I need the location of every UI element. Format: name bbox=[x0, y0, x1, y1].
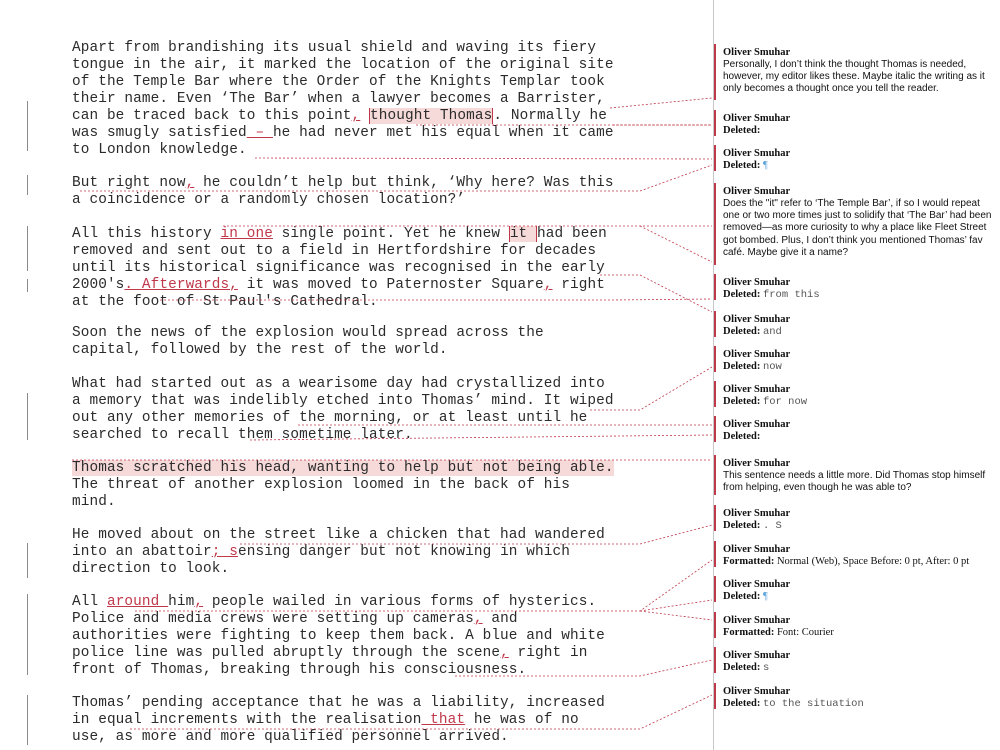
text-run: and bbox=[482, 611, 518, 627]
text-run: But right now bbox=[72, 175, 186, 191]
text-run: All bbox=[72, 594, 107, 610]
tracked-insertion: ; s bbox=[211, 544, 238, 560]
comment-balloon[interactable] bbox=[723, 47, 995, 96]
text-run: out any other memories of the morning, or at least until he bbox=[72, 410, 588, 426]
balloon-author: Oliver Smuhar bbox=[723, 186, 791, 197]
text-run: All this history bbox=[72, 226, 221, 242]
text-run: their name. Even ‘The Bar’ when a lawyer becomes a Barrister, bbox=[72, 91, 605, 107]
formatting-balloon[interactable] bbox=[723, 544, 995, 568]
change-type-label: Formatted: bbox=[723, 627, 775, 638]
text-run: front of Thomas, breaking through his consciousness. bbox=[72, 662, 527, 678]
deletion-balloon[interactable] bbox=[723, 579, 995, 603]
text-run: to London knowledge. bbox=[72, 142, 247, 158]
tracked-insertion: , bbox=[500, 645, 509, 661]
change-type-label: Deleted: bbox=[723, 125, 761, 136]
deletion-balloon[interactable] bbox=[723, 686, 995, 710]
deleted-text: s bbox=[762, 662, 770, 674]
deletion-balloon[interactable] bbox=[723, 113, 995, 137]
balloon-author: Oliver Smuhar bbox=[723, 113, 791, 124]
text-run: right in bbox=[508, 645, 588, 661]
balloon-author: Oliver Smuhar bbox=[723, 508, 791, 519]
deleted-text: for now bbox=[762, 396, 808, 408]
deleted-text: now bbox=[762, 361, 782, 373]
balloon-accent-bar bbox=[714, 44, 716, 100]
leader-line bbox=[590, 367, 712, 410]
commented-text: thought Thomas bbox=[370, 108, 493, 124]
comment-text: Personally, I don’t think the thought Thomas is needed, however, my editor likes these. Maybe italic the writing as it only becomes a thought once you tell the reader. bbox=[723, 59, 985, 95]
text-run: The threat of another explosion loomed in the back of his bbox=[72, 477, 570, 493]
tracked-insertion: , bbox=[185, 175, 195, 191]
text-run: he couldn’t help but think, ‘Why here? Was this bbox=[194, 175, 614, 191]
balloon-accent-bar bbox=[714, 683, 716, 709]
text-run: capital, followed by the rest of the world. bbox=[72, 342, 448, 358]
balloon-accent-bar bbox=[714, 381, 716, 407]
balloon-author: Oliver Smuhar bbox=[723, 650, 791, 661]
text-run: authorities were fighting to keep them back. A blue and white bbox=[72, 628, 605, 644]
text-run: mind. bbox=[72, 494, 116, 510]
tracked-insertion: , bbox=[351, 108, 361, 124]
text-run: Apart from brandishing its usual shield and waving its fiery bbox=[72, 40, 597, 56]
change-type-label: Deleted: bbox=[723, 326, 761, 337]
text-run: he was of no bbox=[465, 712, 579, 728]
change-type-label: Deleted: bbox=[723, 520, 761, 531]
text-run: tongue in the air, it marked the location of the original site bbox=[72, 57, 614, 73]
balloon-accent-bar bbox=[714, 145, 716, 171]
text-run: people wailed in various forms of hysterics. bbox=[203, 594, 597, 610]
text-run: right bbox=[552, 277, 605, 293]
balloon-accent-bar bbox=[714, 505, 716, 531]
tracked-insertion: , bbox=[194, 594, 204, 610]
leader-line bbox=[130, 695, 712, 729]
change-type-label: Deleted: bbox=[723, 662, 761, 673]
text-run: single point. Yet he knew bbox=[272, 226, 509, 242]
tracked-insertion: in one bbox=[220, 226, 273, 242]
pilcrow-icon: ¶ bbox=[762, 160, 768, 171]
text-run: direction to look. bbox=[72, 561, 230, 577]
comment-balloon[interactable] bbox=[723, 186, 995, 259]
balloon-accent-bar bbox=[714, 576, 716, 602]
formatting-balloon[interactable] bbox=[723, 615, 995, 639]
text-run: it was moved to Paternoster Square bbox=[238, 277, 544, 293]
change-type-label: Deleted: bbox=[723, 361, 761, 372]
balloon-author: Oliver Smuhar bbox=[723, 349, 791, 360]
change-type-label: Deleted: bbox=[723, 160, 761, 171]
change-type-label: Deleted: bbox=[723, 396, 761, 407]
deleted-text: from this bbox=[762, 289, 820, 301]
balloon-author: Oliver Smuhar bbox=[723, 579, 791, 590]
text-run: What had started out as a wearisome day had crystallized into bbox=[72, 376, 605, 392]
leader-line bbox=[610, 98, 712, 108]
leader-line bbox=[600, 275, 712, 312]
change-type-label: Formatted: bbox=[723, 556, 775, 567]
leader-line bbox=[240, 525, 712, 544]
balloon-author: Oliver Smuhar bbox=[723, 384, 791, 395]
balloon-accent-bar bbox=[714, 647, 716, 673]
text-run: a coincidence or a randomly chosen location?’ bbox=[72, 192, 466, 208]
balloon-accent-bar bbox=[714, 346, 716, 372]
comment-text: This sentence needs a little more. Did Thomas stop himself from helping, even though he was able to? bbox=[723, 470, 986, 494]
deletion-balloon[interactable] bbox=[723, 148, 995, 172]
balloon-accent-bar bbox=[714, 110, 716, 136]
deleted-text: to the situation bbox=[762, 698, 864, 710]
format-details: Normal (Web), Space Before: 0 pt, After: 0 pt bbox=[776, 556, 970, 567]
text-run: use, as more and more qualified personnel arrived. bbox=[72, 729, 509, 745]
text-run: him bbox=[168, 594, 195, 610]
balloon-author: Oliver Smuhar bbox=[723, 47, 791, 58]
deletion-balloon[interactable] bbox=[723, 650, 995, 674]
change-type-label: Deleted: bbox=[723, 591, 761, 602]
text-run: Thomas’ pending acceptance that he was a liability, increased bbox=[72, 695, 605, 711]
balloon-accent-bar bbox=[714, 183, 716, 265]
balloon-accent-bar bbox=[714, 311, 716, 337]
change-type-label: Deleted: bbox=[723, 698, 761, 709]
leader-line bbox=[135, 560, 712, 611]
leader-line bbox=[640, 226, 712, 262]
balloon-author: Oliver Smuhar bbox=[723, 615, 791, 626]
format-details: Font: Courier bbox=[776, 627, 834, 638]
text-run: of the Temple Bar where the Order of the Knights Templar took bbox=[72, 74, 605, 90]
text-run: . Normally he bbox=[493, 108, 607, 124]
tracked-insertion: . Afterwards, bbox=[124, 277, 238, 293]
balloon-author: Oliver Smuhar bbox=[723, 458, 791, 469]
deletion-balloon[interactable] bbox=[723, 384, 995, 408]
balloon-author: Oliver Smuhar bbox=[723, 419, 791, 430]
text-run: He moved about on the street like a chicken that had wandered bbox=[72, 527, 605, 543]
balloon-accent-bar bbox=[714, 416, 716, 442]
balloon-accent-bar bbox=[714, 274, 716, 300]
balloon-author: Oliver Smuhar bbox=[723, 544, 791, 555]
text-run: in equal increments with the realisation bbox=[72, 712, 422, 728]
leader-line bbox=[160, 299, 712, 300]
change-type-label: Deleted: bbox=[723, 289, 761, 300]
change-type-label: Deleted: bbox=[723, 431, 761, 442]
comment-text: Does the "it" refer to ‘The Temple Bar’, if so I would repeat one or two more times just to solidify that ‘The Bar’ had been removed—as more curiosity to why a place like Fleet Street got bombed. Plus, I don’t think you mentioned Thomas’ fav café. Maybe give it a name? bbox=[723, 198, 992, 258]
deletion-balloon[interactable] bbox=[723, 314, 995, 338]
balloon-author: Oliver Smuhar bbox=[723, 277, 791, 288]
text-run: ensing danger but not knowing in which bbox=[238, 544, 570, 560]
balloon-accent-bar bbox=[714, 541, 716, 567]
tracked-insertion: , bbox=[543, 277, 553, 293]
text-run: 2000's bbox=[72, 277, 125, 293]
text-run: Police and media crews were setting up cameras bbox=[72, 611, 474, 627]
text-run: had been bbox=[537, 226, 607, 242]
tracked-insertion: around bbox=[106, 594, 169, 610]
text-run: a memory that was indelibly etched into Thomas’ mind. It wiped bbox=[72, 393, 614, 409]
text-run: he had never met his equal when it came bbox=[272, 125, 614, 141]
balloon-author: Oliver Smuhar bbox=[723, 314, 791, 325]
deletion-balloon[interactable] bbox=[723, 277, 995, 301]
text-run: Soon the news of the explosion would spread across the bbox=[72, 325, 544, 341]
tracked-insertion: , bbox=[473, 611, 483, 627]
commented-text: Thomas scratched his head, wanting to help but not being able. bbox=[72, 460, 614, 476]
text-run: removed and sent out to a field in Hertfordshire for decades bbox=[72, 243, 597, 259]
pilcrow-icon: ¶ bbox=[762, 591, 768, 602]
text-run: was smugly satisfied bbox=[72, 125, 247, 141]
text-run: until its historical significance was recognised in the early bbox=[72, 260, 605, 276]
leader-line bbox=[640, 611, 712, 620]
tracked-insertion: that bbox=[421, 712, 466, 728]
balloon-author: Oliver Smuhar bbox=[723, 686, 791, 697]
leader-line bbox=[640, 600, 712, 611]
text-run: police line was pulled abruptly through the scene bbox=[72, 645, 501, 661]
balloon-accent-bar bbox=[714, 455, 716, 495]
tracked-insertion: – bbox=[246, 125, 273, 141]
balloon-author: Oliver Smuhar bbox=[723, 148, 791, 159]
deletion-balloon[interactable] bbox=[723, 508, 995, 532]
text-run: into an abattoir bbox=[72, 544, 212, 560]
commented-text: it bbox=[509, 226, 537, 242]
text-run: searched to recall them sometime later. bbox=[72, 427, 413, 443]
text-run: at the foot of St Paul's Cathedral. bbox=[72, 294, 378, 310]
comment-balloon[interactable] bbox=[723, 458, 995, 494]
leader-line bbox=[80, 165, 712, 191]
leader-line bbox=[455, 660, 712, 676]
deleted-text: and bbox=[762, 326, 782, 338]
deleted-text: . S bbox=[762, 520, 782, 532]
text-run: can be traced back to this point bbox=[72, 108, 352, 124]
deletion-balloon[interactable] bbox=[723, 349, 995, 373]
balloon-accent-bar bbox=[714, 612, 716, 638]
deletion-balloon[interactable] bbox=[723, 419, 995, 443]
leader-line bbox=[250, 435, 712, 440]
leader-line bbox=[255, 158, 712, 159]
